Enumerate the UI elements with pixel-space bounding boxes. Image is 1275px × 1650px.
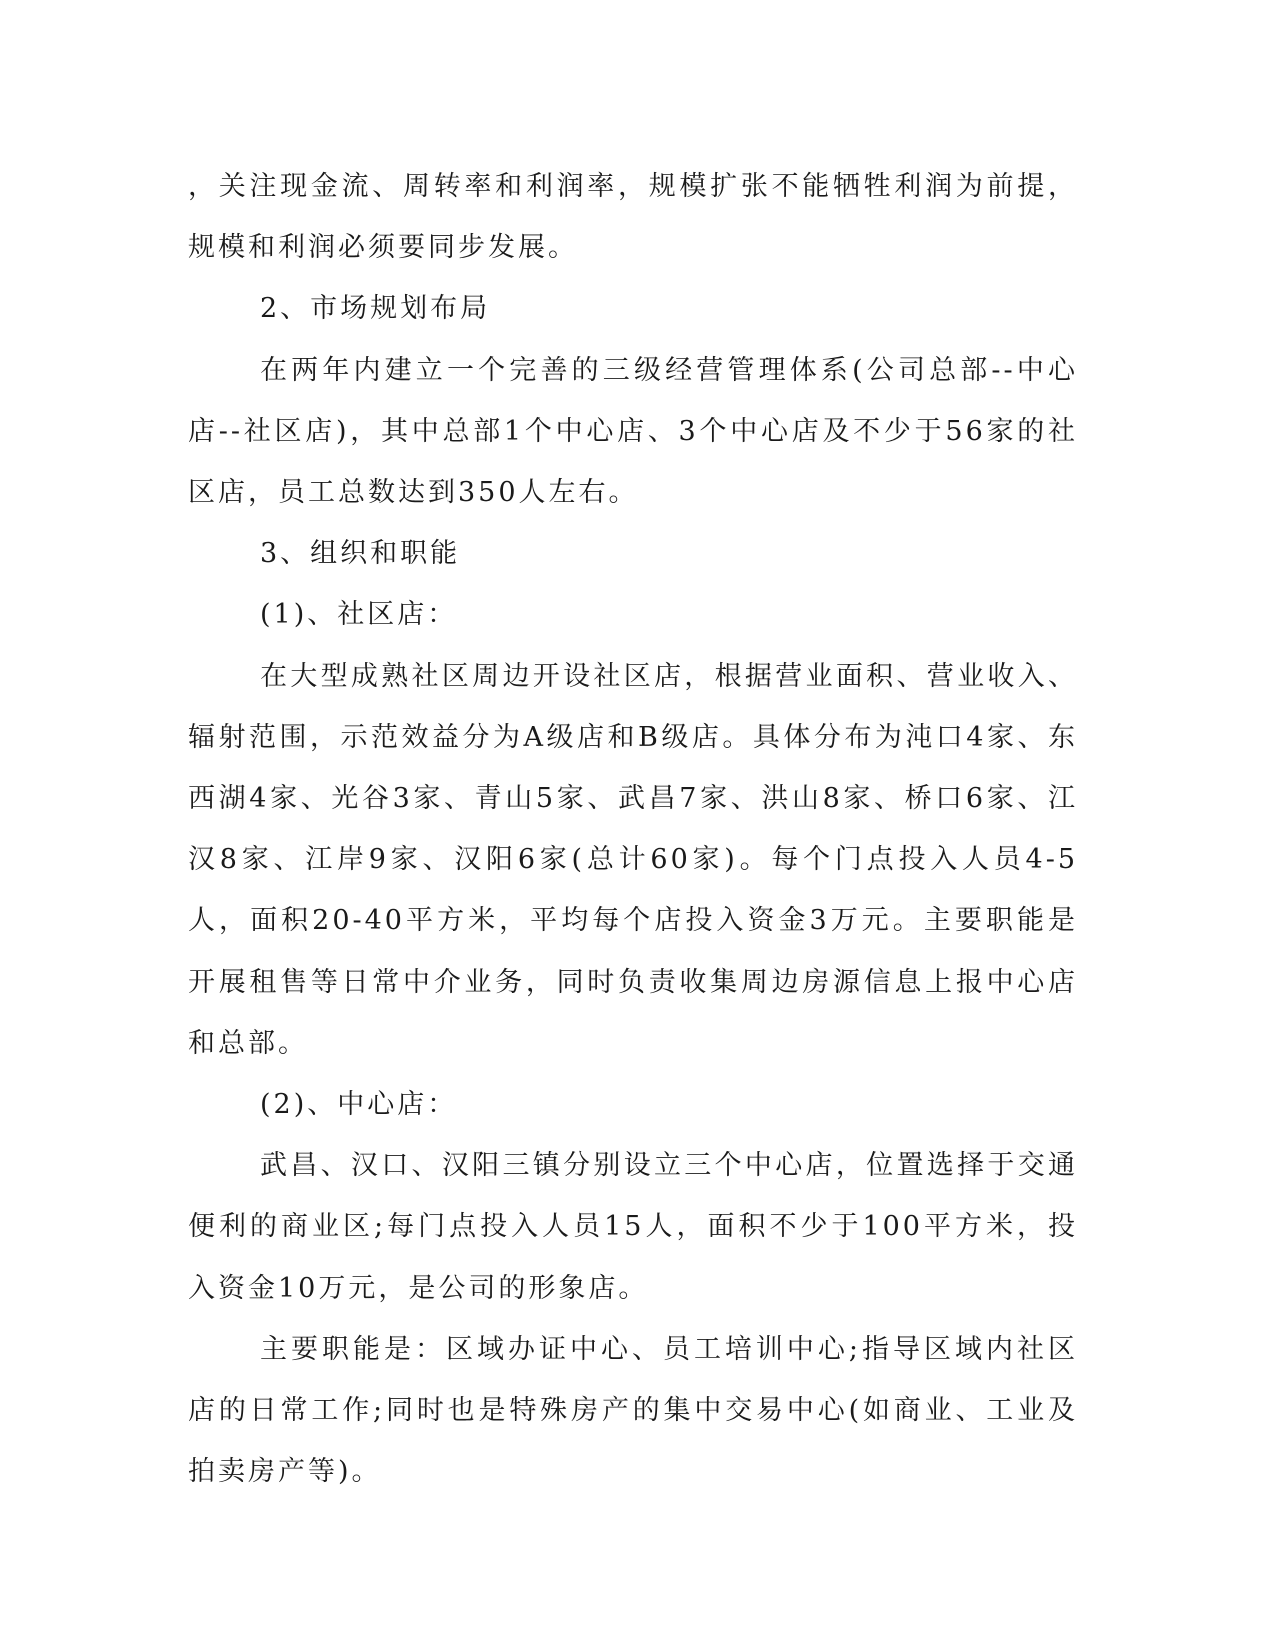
- section-heading-organization: 3、组织和职能: [260, 538, 461, 570]
- subheading-center-store: (2)、中心店：: [260, 1089, 458, 1121]
- paragraph-continuation: ，关注现金流、周转率和利润率，规模扩张不能牺牲利润为前提，规模和利润必须要同步发展。: [188, 171, 1078, 264]
- paragraph-center-store: 武昌、汉口、汉阳三镇分别设立三个中心店，位置选择于交通便利的商业区;每门点投入人员15人，面积不少于100平方米，投入资金10万元，是公司的形象店。: [188, 1150, 1078, 1304]
- paragraph-main-functions: 主要职能是：区域办证中心、员工培训中心;指导区域内社区店的日常工作;同时也是特殊房产的集中交易中心(如商业、工业及拍卖房产等)。: [188, 1333, 1078, 1488]
- section-heading-market-layout: 2、市场规划布局: [260, 293, 491, 325]
- paragraph-management-system: 在两年内建立一个完善的三级经营管理体系(公司总部--中心店--社区店)，其中总部1个中心店、3个中心店及不少于56家的社区店，员工总数达到350人左右。: [188, 354, 1078, 509]
- document-body: [188, 156, 1078, 1502]
- paragraph-community-store: 在大型成熟社区周边开设社区店，根据营业面积、营业收入、辐射范围，示范效益分为A级店和B级店。具体分布为沌口4家、东西湖4家、光谷3家、青山5家、武昌7家、洪山8家、桥口6家、江汉8家、江岸9家、汉阳6家(总计60家)。每个门点投入人员4-5人，面积20-40平方米，平均每个店投入资金3万元。主要职能是开展租售等日常中介业务，同时负责收集周边房源信息上报中心店和总部。: [188, 660, 1078, 1059]
- subheading-community-store: (1)、社区店：: [260, 599, 458, 631]
